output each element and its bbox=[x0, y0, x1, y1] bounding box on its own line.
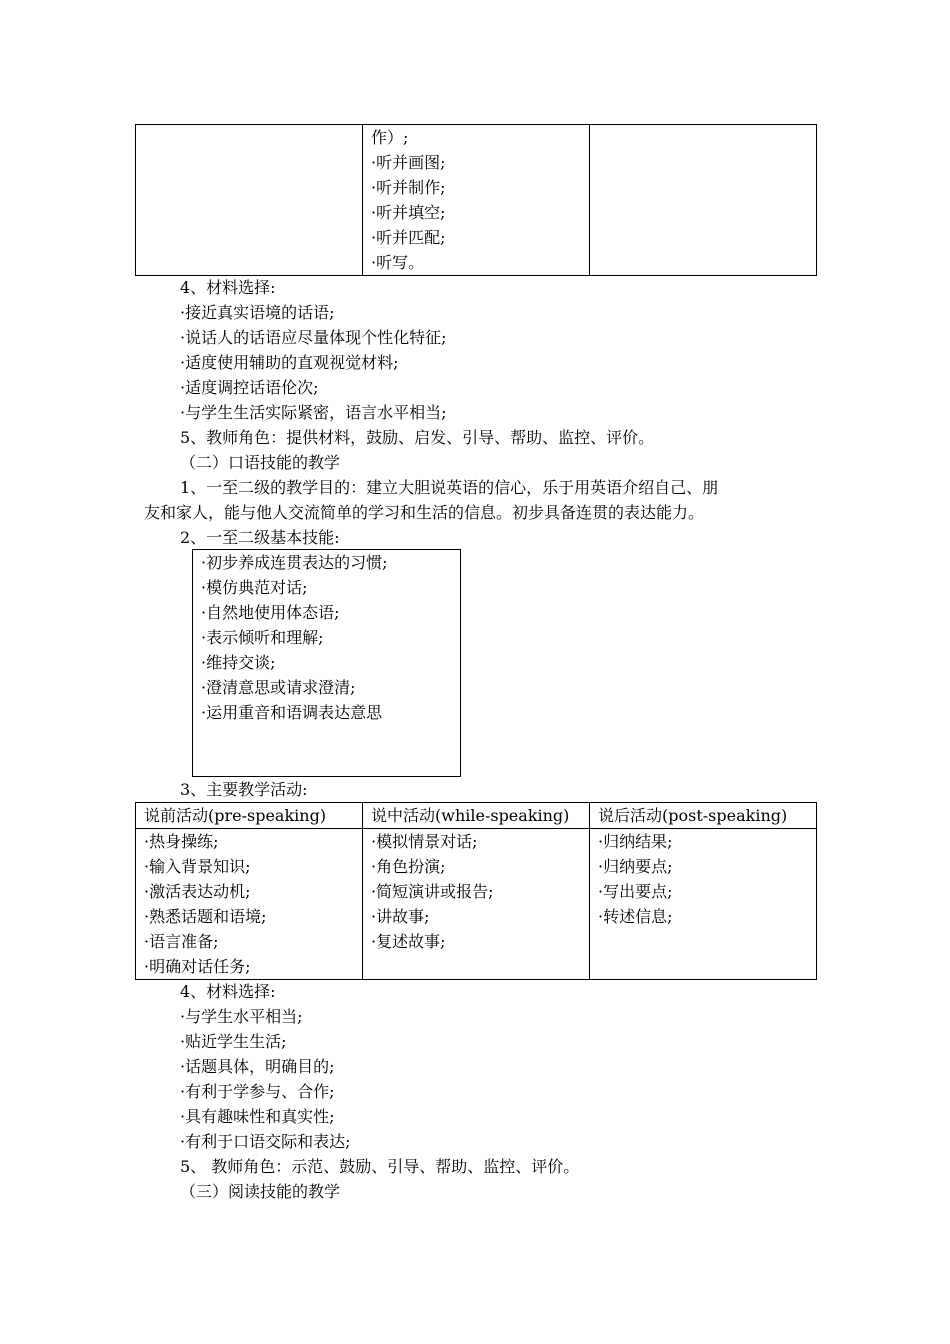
post-speaking-cell bbox=[590, 829, 817, 980]
cell-line: ·听并画图; bbox=[371, 153, 446, 172]
table-cell-empty-left bbox=[136, 125, 363, 276]
activity-item: ·熟悉话题和语境; bbox=[144, 907, 267, 926]
skill-item: ·运用重音和语调表达意思 bbox=[201, 703, 383, 722]
while-speaking-cell bbox=[363, 829, 590, 980]
listening-materials-heading: 4、材料选择: bbox=[180, 278, 276, 297]
cell-line: ·听并匹配; bbox=[371, 228, 446, 247]
activity-item: ·讲故事; bbox=[371, 907, 430, 926]
skill-item: ·澄清意思或请求澄清; bbox=[201, 678, 356, 697]
list-item: ·与学生生活实际紧密，语言水平相当; bbox=[180, 403, 447, 422]
skill-item: ·自然地使用体态语; bbox=[201, 603, 340, 622]
skill-item: ·表示倾听和理解; bbox=[201, 628, 324, 647]
activity-item: ·激活表达动机; bbox=[144, 882, 251, 901]
speaking-teacher-role: 5、 教师角色：示范、鼓励、引导、帮助、监控、评价。 bbox=[180, 1157, 580, 1176]
list-item: ·有利于口语交际和表达; bbox=[180, 1132, 351, 1151]
list-item: ·适度使用辅助的直观视觉材料; bbox=[180, 353, 399, 372]
activity-item: ·热身操练; bbox=[144, 832, 219, 851]
listening-activities-table-continued bbox=[135, 124, 817, 276]
cell-line: ·听并制作; bbox=[371, 178, 446, 197]
speaking-activities-heading: 3、主要教学活动: bbox=[180, 780, 308, 799]
cell-line: 作）; bbox=[371, 128, 409, 147]
speaking-materials-heading: 4、材料选择: bbox=[180, 982, 276, 1001]
speaking-skills-box bbox=[192, 549, 461, 777]
list-item: ·具有趣味性和真实性; bbox=[180, 1107, 335, 1126]
activity-item: ·归纳要点; bbox=[598, 857, 673, 876]
list-item: ·适度调控话语伦次; bbox=[180, 378, 319, 397]
list-item: ·与学生水平相当; bbox=[180, 1007, 303, 1026]
activity-item: ·归纳结果; bbox=[598, 832, 673, 851]
listening-teacher-role: 5、教师角色：提供材料，鼓励、启发、引导、帮助、监控、评价。 bbox=[180, 428, 655, 447]
cell-line: ·听写。 bbox=[371, 253, 425, 272]
list-item: ·贴近学生生活; bbox=[180, 1032, 287, 1051]
list-item: ·有利于学参与、合作; bbox=[180, 1082, 335, 1101]
skill-item: ·维持交谈; bbox=[201, 653, 276, 672]
column-header-post-speaking: 说后活动(post-speaking) bbox=[590, 803, 817, 829]
skill-item: ·初步养成连贯表达的习惯; bbox=[201, 553, 388, 572]
column-header-pre-speaking: 说前活动(pre-speaking) bbox=[136, 803, 363, 829]
activity-item: ·明确对话任务; bbox=[144, 957, 251, 976]
speaking-goal-line2: 友和家人，能与他人交流简单的学习和生活的信息。初步具备连贯的表达能力。 bbox=[144, 503, 705, 522]
activity-item: ·复述故事; bbox=[371, 932, 446, 951]
reading-section-title: （三）阅读技能的教学 bbox=[180, 1182, 341, 1201]
skill-item: ·模仿典范对话; bbox=[201, 578, 308, 597]
speaking-skills-heading: 2、一至二级基本技能: bbox=[180, 528, 340, 547]
activity-item: ·简短演讲或报告; bbox=[371, 882, 494, 901]
activity-item: ·角色扮演; bbox=[371, 857, 446, 876]
speaking-activities-table bbox=[135, 802, 817, 980]
column-header-while-speaking: 说中活动(while-speaking) bbox=[363, 803, 590, 829]
table-cell-empty-right bbox=[590, 125, 817, 276]
speaking-section-title: （二）口语技能的教学 bbox=[180, 453, 341, 472]
pre-speaking-cell bbox=[136, 829, 363, 980]
list-item: ·说话人的话语应尽量体现个性化特征; bbox=[180, 328, 447, 347]
activity-item: ·输入背景知识; bbox=[144, 857, 251, 876]
list-item: ·话题具体，明确目的; bbox=[180, 1057, 335, 1076]
activity-item: ·模拟情景对话; bbox=[371, 832, 478, 851]
activity-item: ·写出要点; bbox=[598, 882, 673, 901]
activity-item: ·转述信息; bbox=[598, 907, 673, 926]
speaking-goal-line1: 1、一至二级的教学目的：建立大胆说英语的信心，乐于用英语介绍自己、朋 bbox=[180, 478, 719, 497]
list-item: ·接近真实语境的话语; bbox=[180, 303, 335, 322]
activity-item: ·语言准备; bbox=[144, 932, 219, 951]
table-cell-while-listening bbox=[363, 125, 590, 276]
cell-line: ·听并填空; bbox=[371, 203, 446, 222]
